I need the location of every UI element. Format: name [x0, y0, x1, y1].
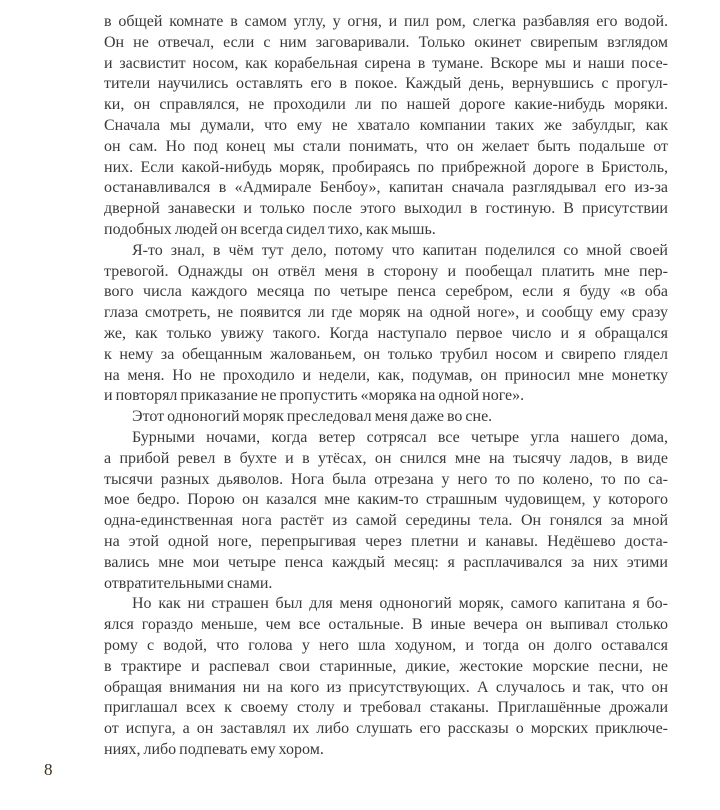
text-line: рому с водой, что голова у него шла ходуном, и тогда он долго оставался — [104, 636, 668, 654]
text-line: дверной занавески и только после этого выходил в гостиную. В присутствии — [104, 200, 668, 218]
text-line: тысячи разных дьяволов. Нога была отрезана у него то по колено, то по са- — [104, 470, 668, 488]
text-line: в общей комнате в самом углу, у огня, и пил ром, слегка разбавляя его водой. — [104, 13, 668, 30]
text-line: ки, он справлялся, не проходили ли по нашей дороге какие-нибудь моряки. — [104, 96, 668, 114]
text-line: на этой одной ноге, перепрыгивая через плетни и канавы. Недёшево доста- — [104, 532, 668, 550]
text-line: тители научились оставлять его в покое. Каждый день, вернувшись с прогул- — [104, 75, 668, 93]
text-line: и засвистит носом, как корабельная сирена в тумане. Вскоре мы и наши посе- — [104, 54, 668, 72]
text-line: а прибой ревел в бухте и в утёсах, он снился мне на тысячу ладов, в виде — [104, 449, 668, 467]
text-line: к нему за обещанным жалованьем, он только трубил носом и свирепо глядел — [104, 345, 668, 363]
text-line: отвратительными снами. — [104, 574, 273, 592]
text-line: приглашал всех к своему столу и требовал стаканы. Приглашённые дрожали — [104, 699, 668, 717]
text-line: одна-единственная нога растёт из самой середины тела. Он гонялся за мной — [104, 512, 668, 530]
text-line: и повторял приказание не пропустить «моряка на одной ноге». — [104, 387, 525, 405]
text-line: в трактире и распевал свои старинные, дикие, жестокие морские песни, не — [104, 657, 668, 675]
text-line: вались мне мои четыре пенса каждый месяц: я расплачивался за них этими — [104, 553, 668, 571]
text-line: подобных людей он всегда сидел тихо, как мышь. — [104, 220, 436, 238]
text-line: Бурными ночами, когда ветер сотрясал все четыре угла нашего дома, — [132, 428, 668, 446]
text-line: Этот одноногий моряк преследовал меня даже во сне. — [132, 408, 493, 426]
text-line: он сам. Но под конец мы стали понимать, что он желает быть подальше от — [104, 137, 668, 155]
text-line: от испуга, а он заставлял их либо слушать его рассказы о морских приключе- — [104, 720, 668, 738]
text-line: Я-то знал, в чём тут дело, потому что капитан поделился со мной своей — [132, 241, 668, 259]
text-line: мое бедро. Порою он казался мне каким-то страшным чудовищем, у которого — [104, 491, 668, 509]
text-line: останавливался в «Адмирале Бенбоу», капитан сначала разглядывал его из-за — [104, 179, 668, 197]
text-line: Сначала мы думали, что ему не хватало компании таких же забулдыг, как — [104, 116, 668, 134]
text-line: ниях, либо подпевать ему хором. — [104, 740, 324, 758]
text-line: глаза смотреть, не появится ли где моряк на одной ноге», и сообщу ему сразу — [104, 304, 668, 322]
text-line: тревогой. Однажды он отвёл меня в сторону и пообещал платить мне пер- — [104, 262, 668, 280]
text-line: ялся гораздо меньше, чем все остальные. В иные вечера он выпивал столько — [104, 616, 668, 634]
text-line: вого числа каждого месяца по четыре пенса серебром, если я буду «в оба — [104, 283, 668, 301]
text-line: Но как ни страшен был для меня одноногий моряк, самого капитана я бо- — [132, 595, 668, 613]
page-number: 8 — [44, 760, 53, 779]
text-line: же, как только увижу такого. Когда наступало первое число и я обращался — [104, 324, 668, 342]
text-line: на меня. Но не проходило и недели, как, подумав, он приносил мне монетку — [104, 366, 668, 384]
page-text — [104, 12, 668, 761]
text-line: обращая внимания ни на кого из присутствующих. А случалось и так, что он — [104, 678, 668, 696]
text-line: Он не отвечал, если с ним заговаривали. Только окинет свирепым взглядом — [104, 33, 668, 51]
text-line: них. Если какой-нибудь моряк, пробираясь по прибрежной дороге в Бристоль, — [104, 158, 668, 176]
